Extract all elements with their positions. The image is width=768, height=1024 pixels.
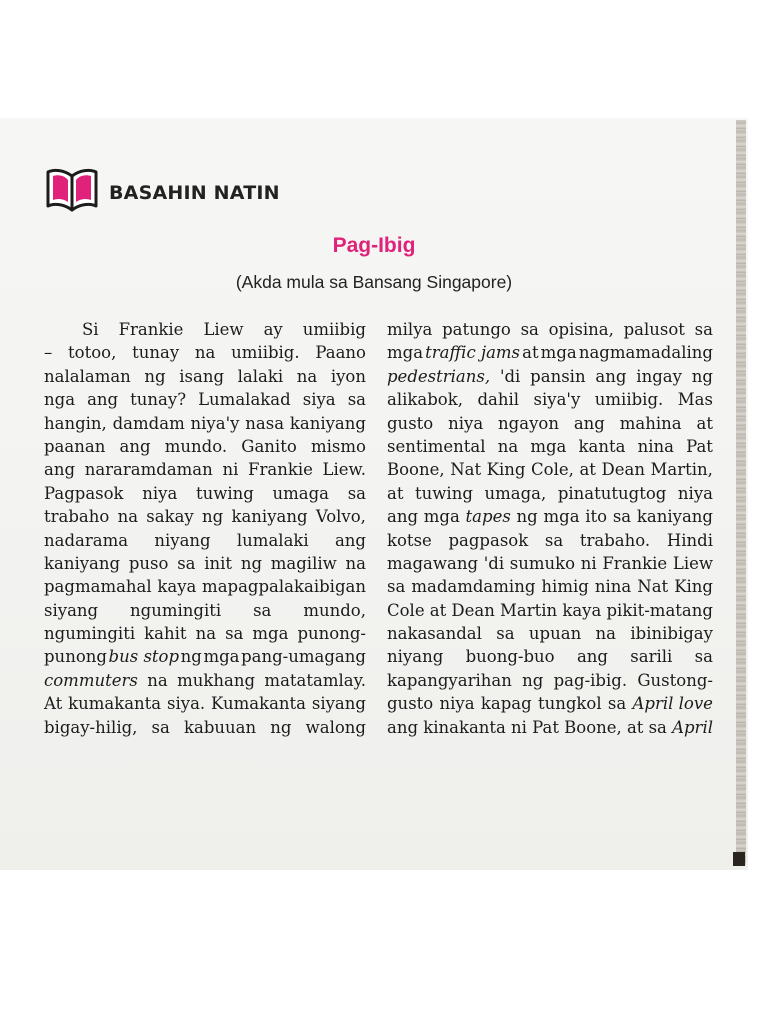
italic-word: traffic jams: [425, 343, 521, 363]
text-line: [44, 692, 366, 715]
word: magiliw: [270, 553, 337, 573]
word: At: [44, 694, 63, 714]
word: sa: [151, 717, 170, 737]
word: kinakanta: [423, 717, 506, 737]
word: siya: [302, 390, 336, 410]
word: na: [117, 507, 139, 527]
word: kumakanta: [68, 694, 162, 714]
word: ang: [87, 390, 119, 410]
word: mga: [423, 507, 460, 527]
word: bigay-hilig,: [44, 717, 138, 737]
word: 'di: [499, 366, 521, 386]
word: nina: [594, 577, 632, 597]
word: nasa: [245, 413, 285, 433]
word: Liew: [203, 320, 244, 339]
text-column-right: [387, 318, 713, 739]
word: punong-: [297, 624, 366, 644]
text-line: [387, 692, 713, 715]
word: at: [522, 343, 539, 363]
word: Frankie: [602, 553, 668, 573]
word: Boone,: [564, 717, 622, 737]
word: mismo: [310, 436, 366, 456]
word: kabuuan: [184, 717, 257, 737]
word: madamdaming: [411, 577, 536, 597]
word: ang: [387, 507, 419, 527]
word: ng: [522, 670, 544, 690]
text-line: [387, 482, 713, 505]
word: kaniyang: [636, 507, 713, 527]
word: Pat: [686, 436, 713, 456]
word: Nat: [450, 460, 482, 480]
page-edge: [736, 120, 746, 865]
word: na: [147, 670, 168, 690]
word: siyang: [311, 694, 366, 714]
open-book-icon: [44, 166, 100, 214]
word: na: [296, 366, 318, 386]
text-line: [387, 458, 713, 481]
word: trabaho: [44, 507, 110, 527]
word: sa: [520, 320, 539, 339]
text-line: [44, 365, 366, 388]
text-line: [44, 622, 366, 645]
word: umaga: [272, 483, 330, 503]
word: init: [204, 553, 233, 573]
word: mga: [252, 624, 289, 644]
word: magawang: [387, 553, 479, 573]
word: nina: [637, 436, 674, 456]
word: mahina: [619, 413, 682, 433]
word: na: [497, 436, 519, 456]
word: Liew: [672, 553, 713, 573]
word: pikit-matang: [606, 600, 713, 620]
word: ang: [595, 366, 627, 386]
word: ibinibigay: [630, 624, 713, 644]
text-line: [387, 575, 713, 598]
text-line: [387, 318, 713, 341]
word: kapangyarihan: [387, 670, 512, 690]
word: hangin,: [44, 413, 107, 433]
word: ng: [516, 507, 538, 527]
word: ito: [585, 507, 608, 527]
word: pag-ibig.: [553, 670, 628, 690]
word: Liew.: [322, 460, 366, 480]
word: buong-buo: [465, 647, 555, 667]
text-line: [44, 552, 366, 575]
text-line: [387, 341, 713, 364]
word: nalalaman: [44, 366, 131, 386]
word: gusto: [387, 413, 434, 433]
word: Frankie: [248, 460, 313, 480]
word: sa: [225, 624, 244, 644]
word: kaniyang: [231, 507, 308, 527]
italic-word: pedestrians,: [387, 366, 491, 386]
word: pagmamahal: [44, 577, 152, 597]
word: at: [429, 600, 447, 620]
word: sa: [607, 694, 627, 714]
word: sa: [253, 600, 272, 620]
word: nakasandal: [387, 624, 482, 644]
word: matatamlay.: [264, 670, 366, 690]
word: mga: [203, 647, 240, 667]
word: tunay?: [130, 390, 187, 410]
word: siya'y: [533, 390, 581, 410]
word: sa: [347, 483, 366, 503]
word: at: [579, 460, 596, 480]
word: Gustong-: [637, 670, 713, 690]
word: trabaho.: [579, 530, 651, 550]
text-line: [387, 365, 713, 388]
text-line: [387, 622, 713, 645]
word: ng: [240, 553, 263, 573]
word: Kumakanta: [211, 694, 307, 714]
word: sentimental: [387, 436, 486, 456]
word: ang: [576, 647, 608, 667]
word: umiibig.: [594, 390, 664, 410]
word: niyang: [387, 647, 444, 667]
italic-word: commuters: [44, 670, 138, 690]
word: alikabok,: [387, 390, 463, 410]
section-header: [44, 166, 280, 214]
word: niya'y: [190, 413, 240, 433]
word: ng: [270, 717, 292, 737]
word: at: [696, 413, 713, 433]
text-line: [44, 599, 366, 622]
word: mundo,: [303, 600, 366, 620]
text-line: [44, 529, 366, 552]
word: ngayon: [498, 413, 559, 433]
word: tungkol: [537, 694, 602, 714]
word: sa: [347, 390, 366, 410]
word: ang: [119, 436, 151, 456]
word: opisina,: [548, 320, 614, 339]
word: King: [674, 577, 713, 597]
word: tuwing: [415, 483, 473, 503]
word: ang: [334, 530, 366, 550]
word: totoo,: [68, 343, 117, 363]
word: sa: [496, 624, 515, 644]
text-line: [387, 716, 713, 739]
text-line: [387, 435, 713, 458]
text-line: [44, 318, 366, 341]
text-line: [44, 458, 366, 481]
word: walong: [305, 717, 366, 737]
word: Nat: [637, 577, 669, 597]
italic-word: bus stop: [108, 647, 180, 667]
word: ng: [180, 647, 202, 667]
word: na: [345, 553, 366, 573]
word: umiibig: [302, 320, 366, 339]
word: sumuko: [509, 553, 576, 573]
text-line: [44, 341, 366, 364]
word: kaya: [562, 600, 602, 620]
word: mga: [387, 343, 424, 363]
word: ngumingiti: [44, 624, 136, 644]
word: sa: [177, 553, 196, 573]
text-line: [44, 412, 366, 435]
word: ng: [691, 366, 713, 386]
word: puso: [128, 553, 169, 573]
word: nagmamadaling: [578, 343, 713, 363]
word: Lumalakad: [198, 390, 291, 410]
word: sa: [694, 320, 713, 339]
word: kaniyang: [44, 553, 121, 573]
word: ang: [44, 460, 76, 480]
word: na: [595, 624, 617, 644]
word: gusto: [387, 694, 434, 714]
word: siyang: [44, 600, 99, 620]
word: himig: [541, 577, 589, 597]
word: nadarama: [44, 530, 129, 550]
word: Dean: [451, 600, 495, 620]
word: sa: [648, 717, 667, 737]
word: paanan: [44, 436, 106, 456]
word: mga: [540, 343, 577, 363]
word: palusot: [623, 320, 685, 339]
word: pansin: [530, 366, 586, 386]
word: ni: [511, 717, 527, 737]
word: Pagpasok: [44, 483, 124, 503]
section-label: BASAHIN NATIN: [109, 182, 280, 204]
word: damdam: [112, 413, 185, 433]
word: niya: [677, 483, 713, 503]
word: iyon: [330, 366, 366, 386]
word: Ganito: [241, 436, 297, 456]
word: Dean: [601, 460, 645, 480]
word: ang: [573, 413, 605, 433]
word: ay: [263, 320, 283, 339]
text-line: [387, 669, 713, 692]
word: punong: [44, 647, 107, 667]
word: 'di: [483, 553, 505, 573]
word: Paano: [315, 343, 366, 363]
word: nararamdaman: [84, 460, 213, 480]
text-line: [44, 645, 366, 668]
word: pagpasok: [448, 530, 529, 550]
word: sa: [544, 530, 564, 550]
word: Cole,: [531, 460, 574, 480]
word: dahil: [477, 390, 520, 410]
text-line: [44, 435, 366, 458]
word: umiibig.: [231, 343, 300, 363]
text-line: [387, 388, 713, 411]
text-line: [44, 505, 366, 528]
word: kaniyang: [289, 413, 366, 433]
word: Martin: [500, 600, 558, 620]
word: upuan: [528, 624, 582, 644]
word: kapag: [480, 694, 532, 714]
text-line: [387, 529, 713, 552]
word: lalaki: [237, 366, 284, 386]
italic-word: tapes: [465, 507, 511, 527]
word: Si: [82, 320, 99, 339]
word: kotse: [387, 530, 432, 550]
word: at: [387, 483, 404, 503]
word: niya: [142, 483, 178, 503]
word: ngumingiti: [130, 600, 222, 620]
word: isang: [179, 366, 225, 386]
word: Hindi: [666, 530, 713, 550]
word: mundo.: [164, 436, 228, 456]
word: sa: [694, 647, 713, 667]
text-line: [387, 412, 713, 435]
word: pang-umagang: [241, 647, 366, 667]
text-column-left: [44, 318, 366, 739]
word: Mas: [677, 390, 713, 410]
text-line: [44, 575, 366, 598]
text-line: [44, 482, 366, 505]
word: ingay: [636, 366, 682, 386]
italic-word: April: [672, 717, 713, 737]
word: na: [195, 624, 217, 644]
corner-mark: [733, 852, 745, 866]
word: niya: [439, 694, 475, 714]
word: na: [194, 343, 216, 363]
text-line: [387, 599, 713, 622]
text-line: [387, 552, 713, 575]
word: kaya: [157, 577, 197, 597]
word: kahit: [144, 624, 187, 644]
story-subtitle: (Akda mula sa Bansang Singapore): [235, 272, 513, 292]
word: patungo: [442, 320, 511, 339]
word: umaga,: [484, 483, 547, 503]
text-line: [44, 669, 366, 692]
word: tunay: [132, 343, 180, 363]
word: nga: [44, 390, 76, 410]
word: ng: [202, 507, 224, 527]
word: –: [44, 343, 53, 363]
word: ni: [222, 460, 239, 480]
word: pinatutugtog: [557, 483, 667, 503]
word: ni: [580, 553, 597, 573]
word: King: [486, 460, 526, 480]
word: sa: [387, 577, 406, 597]
word: sa: [612, 507, 632, 527]
word: ang: [387, 717, 419, 737]
text-line: [387, 645, 713, 668]
word: niya: [448, 413, 484, 433]
italic-word: April love: [632, 694, 713, 714]
word: mga: [543, 507, 580, 527]
text-line: [387, 505, 713, 528]
word: mukhang: [177, 670, 256, 690]
word: Martin,: [650, 460, 713, 480]
word: Pat: [532, 717, 559, 737]
word: siya.: [167, 694, 206, 714]
word: tuwing: [195, 483, 254, 503]
word: Frankie: [118, 320, 184, 339]
story-title: Pag-Ibig: [332, 234, 416, 257]
text-line: [44, 716, 366, 739]
word: Cole: [387, 600, 425, 620]
word: mapagpalakaibigan: [202, 577, 366, 597]
word: sarili: [630, 647, 673, 667]
word: kanta: [578, 436, 626, 456]
word: at: [626, 717, 644, 737]
word: mga: [530, 436, 567, 456]
word: Volvo,: [315, 507, 366, 527]
word: milya: [387, 320, 433, 339]
word: niyang: [154, 530, 211, 550]
word: lumalaki: [236, 530, 309, 550]
word: sakay: [146, 507, 194, 527]
word: ng: [144, 366, 166, 386]
word: Boone,: [387, 460, 445, 480]
text-line: [44, 388, 366, 411]
